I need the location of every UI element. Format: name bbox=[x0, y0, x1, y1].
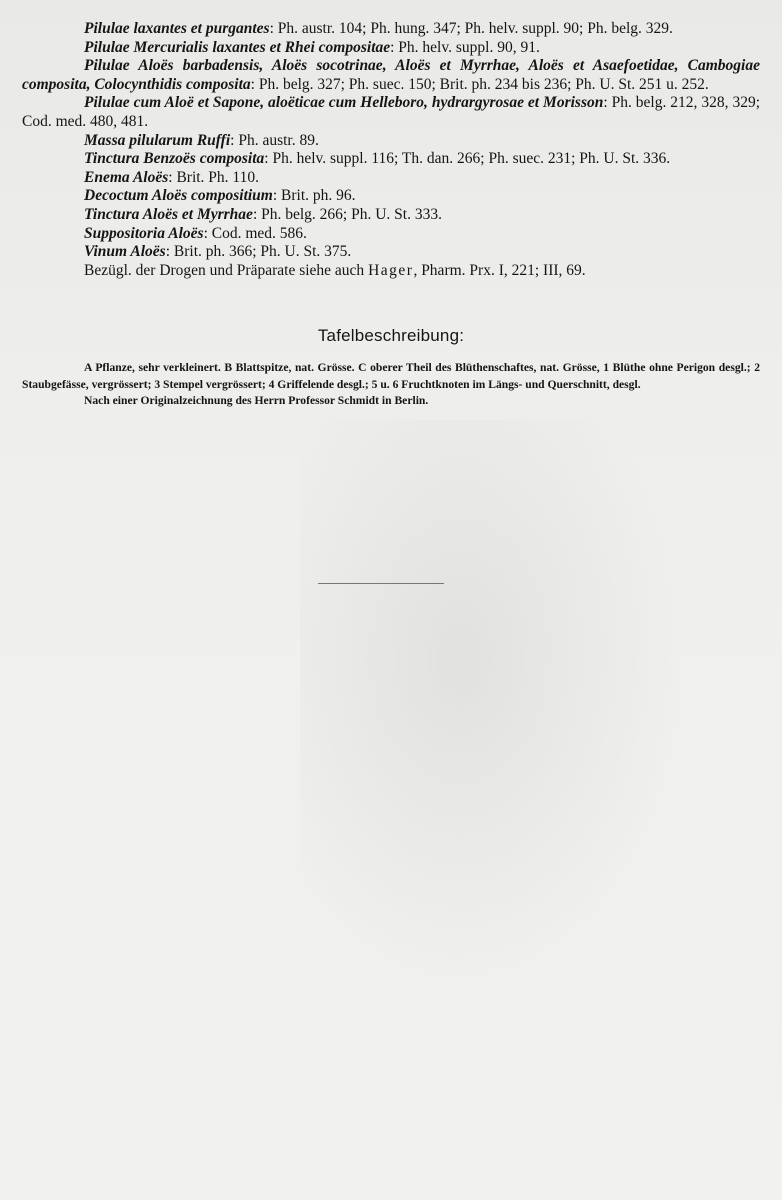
plate-description-heading: Tafelbeschreibung: bbox=[317, 326, 465, 346]
reference-line: Tinctura Aloës et Myrrhae: Ph. belg. 266; Ph. U. St. 333. bbox=[84, 205, 442, 223]
reference-line: Decoctum Aloës compositium: Brit. ph. 96. bbox=[84, 187, 356, 205]
plate-caption: A Pflanze, sehr verkleinert. B Blattspitze, nat. Grösse. C oberer Theil des Blüthenschaftes, nat. Grösse, 1 Blüthe ohne Perigon desgl.; 2 Staubgefässe, vergrössert; 3 Stempel vergrössert; 4 Griffelende desgl.; 5 u. 6 Fruchtknoten im Längs- und Querschnitt, desgl. bbox=[22, 361, 760, 391]
reference-line: Enema Aloës: Brit. Ph. 110. bbox=[84, 168, 259, 186]
reference-line: Tinctura Benzoës composita: Ph. helv. suppl. 116; Th. dan. 266; Ph. suec. 231; Ph. U. St. 336. bbox=[84, 150, 671, 168]
section-divider bbox=[318, 583, 444, 584]
reference-line: Pilulae Mercurialis laxantes et Rhei compositae: Ph. helv. suppl. 90, 91. bbox=[84, 38, 540, 56]
reference-line: Pilulae Aloës barbadensis, Aloës socotrinae, Aloës et Myrrhae, Aloës et Asaefoetidae, Cambogiae composita, Colocynthidis composita: Ph. belg. 327; Ph. suec. 150; Brit. ph. 234 bis 236; Ph. U. St. 251 u. 252. bbox=[22, 57, 760, 93]
plate-credit: Nach einer Originalzeichnung des Herrn Professor Schmidt in Berlin. bbox=[84, 394, 429, 408]
reference-note: Bezügl. der Drogen und Präparate siehe auch Hager, Pharm. Prx. I, 221; III, 69. bbox=[84, 261, 586, 279]
reference-line: Pilulae laxantes et purgantes: Ph. austr. 104; Ph. hung. 347; Ph. helv. suppl. 90; Ph. belg. 329. bbox=[84, 20, 673, 37]
reference-line: Massa pilularum Ruffi: Ph. austr. 89. bbox=[84, 131, 319, 149]
reference-line: Suppositoria Aloës: Cod. med. 586. bbox=[84, 224, 307, 242]
show-through-shadow bbox=[300, 420, 700, 1020]
reference-line: Pilulae cum Aloë et Sapone, aloëticae cum Helleboro, hydrargyrosae et Morisson: Ph. belg. 212, 328, 329; Cod. med. 480, 481. bbox=[22, 94, 761, 130]
page-text bbox=[22, 20, 760, 410]
reference-line: Vinum Aloës: Brit. ph. 366; Ph. U. St. 375. bbox=[84, 243, 352, 261]
